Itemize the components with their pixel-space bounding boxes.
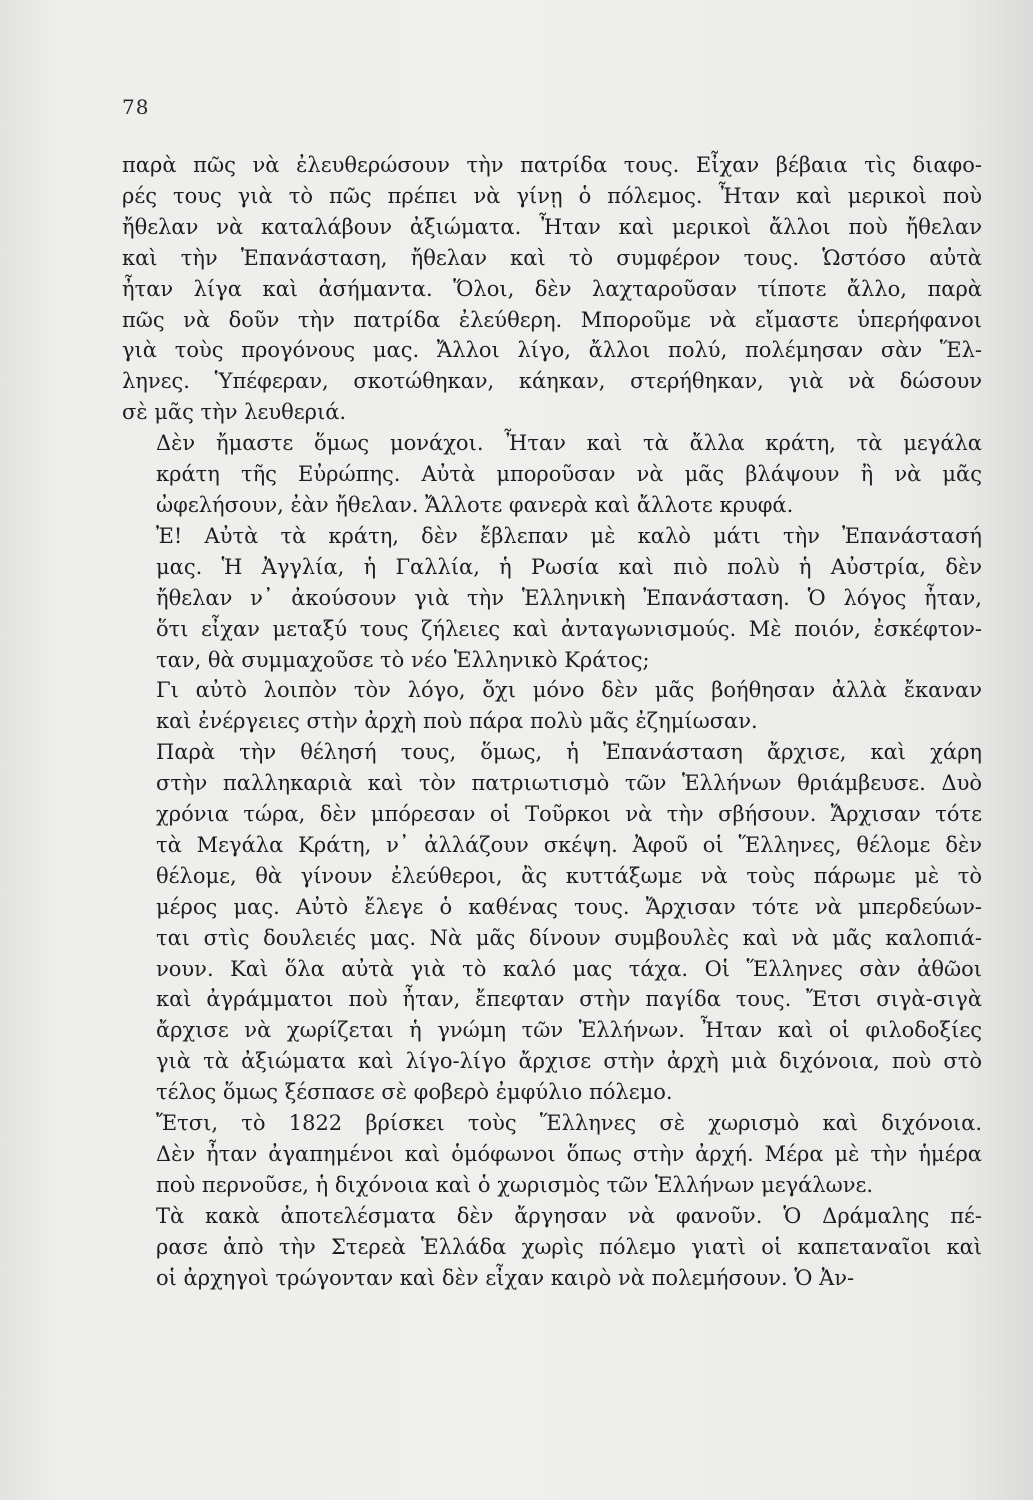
paragraph	[122, 737, 982, 1108]
text-line: πῶς νὰ δοῦν τὴν πατρίδα ἐλεύθερη. Μποροῦμε νὰ εἴμαστε ὑπερήφανοι	[122, 307, 982, 332]
text-line: χρόνια τώρα, δὲν μπόρεσαν οἱ Τοῦρκοι νὰ τὴν σβήσουν. Ἄρχισαν τότε	[156, 802, 982, 827]
text-line: σὲ μᾶς τὴν λευθεριά.	[122, 400, 347, 425]
text-line: ἄρχισε νὰ χωρίζεται ἡ γνώμη τῶν Ἑλλήνων. Ἦταν καὶ οἱ φιλοδοξίες	[156, 1018, 982, 1043]
text-line: καὶ ἀγράμματοι ποὺ ἦταν, ἔπεφταν στὴν παγίδα τους. Ἔτσι σιγὰ-σιγὰ	[156, 987, 982, 1012]
text-line: ποὺ περνοῦσε, ἡ διχόνοια καὶ ὁ χωρισμὸς τῶν Ἑλλήνων μεγάλωνε.	[156, 1172, 874, 1197]
text-line: ἦταν λίγα καὶ ἀσήμαντα. Ὅλοι, δὲν λαχταροῦσαν τίποτε ἄλλο, παρὰ	[122, 276, 982, 301]
paragraph	[122, 521, 982, 676]
text-line: ἤθελαν νὰ καταλάβουν ἀξιώματα. Ἦταν καὶ μερικοὶ ἄλλοι ποὺ ἤθελαν	[122, 214, 982, 239]
text-line: τὰ Μεγάλα Κράτη, ν᾽ ἀλλάζουν σκέψη. Ἀφοῦ οἱ Ἕλληνες, θέλομε δὲν	[156, 832, 982, 857]
text-line: στὴν παλληκαριὰ καὶ τὸν πατριωτισμὸ τῶν Ἑλλήνων θριάμβευσε. Δυὸ	[156, 771, 982, 796]
text-line: Δὲν ἦταν ἀγαπημένοι καὶ ὁμόφωνοι ὅπως στὴν ἀρχή. Μέρα μὲ τὴν ἡμέρα	[156, 1142, 982, 1166]
text-line: ὅτι εἶχαν μεταξύ τους ζήλειες καὶ ἀνταγωνισμούς. Μὲ ποιόν, ἐσκέφτον-	[156, 616, 982, 641]
text-line: τέλος ὅμως ξέσπασε σὲ φοβερὸ ἐμφύλιο πόλεμο.	[156, 1080, 673, 1105]
paragraph	[122, 675, 982, 737]
text-line: Παρὰ τὴν θέλησή τους, ὅμως, ἡ Ἐπανάσταση ἄρχισε, καὶ χάρη	[156, 740, 982, 765]
text-line: Δὲν ἤμαστε ὅμως μονάχοι. Ἦταν καὶ τὰ ἄλλα κράτη, τὰ μεγάλα	[156, 431, 982, 456]
text-line: Τὰ κακὰ ἀποτελέσματα δὲν ἄργησαν νὰ φανοῦν. Ὁ Δράμαλης πέ-	[156, 1203, 982, 1228]
paragraph	[122, 150, 982, 428]
text-line: μας. Ἡ Ἀγγλία, ἡ Γαλλία, ἡ Ρωσία καὶ πιὸ πολὺ ἡ Αὐστρία, δὲν	[156, 554, 982, 579]
paragraph	[122, 1201, 982, 1294]
text-line: ληνες. Ὑπέφεραν, σκοτώθηκαν, κάηκαν, στερήθηκαν, γιὰ νὰ δώσουν	[122, 369, 982, 394]
text-line: παρὰ πῶς νὰ ἐλευθερώσουν τὴν πατρίδα τους. Εἶχαν βέβαια τὶς διαφο-	[122, 153, 982, 177]
body-text	[122, 150, 982, 1294]
text-line: Ἐ! Αὐτὰ τὰ κράτη, δὲν ἔβλεπαν μὲ καλὸ μάτι τὴν Ἐπανάστασή	[156, 523, 982, 548]
paragraph	[122, 428, 982, 521]
text-line: Γι αὐτὸ λοιπὸν τὸν λόγο, ὄχι μόνο δὲν μᾶς βοήθησαν ἀλλὰ ἔκαναν	[156, 678, 982, 703]
text-line: μέρος μας. Αὐτὸ ἔλεγε ὁ καθένας τους. Ἄρχισαν τότε νὰ μπερδεύων-	[156, 894, 982, 919]
text-line: γιὰ τοὺς προγόνους μας. Ἄλλοι λίγο, ἄλλοι πολύ, πολέμησαν σὰν Ἕλ-	[122, 338, 982, 363]
page-number: 78	[122, 95, 150, 119]
text-line: ταν, θὰ συμμαχοῦσε τὸ νέο Ἑλληνικὸ Κράτος;	[156, 647, 650, 672]
text-line: ρασε ἀπὸ τὴν Στερεὰ Ἑλλάδα χωρὶς πόλεμο γιατὶ οἱ καπεταναῖοι καὶ	[156, 1234, 982, 1259]
text-line: ται στὶς δουλειές μας. Νὰ μᾶς δίνουν συμβουλὲς καὶ νὰ μᾶς καλοπιά-	[156, 925, 982, 950]
text-line: κράτη τῆς Εὐρώπης. Αὐτὰ μποροῦσαν νὰ μᾶς βλάψουν ἢ νὰ μᾶς	[156, 462, 982, 487]
text-line: θέλομε, θὰ γίνουν ἐλεύθεροι, ἂς κυττάξωμε νὰ τοὺς πάρωμε μὲ τὸ	[156, 863, 982, 888]
text-line: οἱ ἀρχηγοὶ τρώγονταν καὶ δὲν εἶχαν καιρὸ νὰ πολεμήσουν. Ὁ Ἀν-	[156, 1265, 855, 1290]
text-line: ὠφελήσουν, ἐὰν ἤθελαν. Ἄλλοτε φανερὰ καὶ ἄλλοτε κρυφά.	[156, 492, 794, 517]
text-line: ἤθελαν ν᾽ ἀκούσουν γιὰ τὴν Ἑλληνικὴ Ἐπανάσταση. Ὁ λόγος ἦταν,	[156, 585, 982, 610]
text-line: γιὰ τὰ ἀξιώματα καὶ λίγο-λίγο ἄρχισε στὴν ἀρχὴ μιὰ διχόνοια, ποὺ στὸ	[156, 1049, 982, 1074]
paragraph	[122, 1108, 982, 1201]
text-line: Ἔτσι, τὸ 1822 βρίσκει τοὺς Ἕλληνες σὲ χωρισμὸ καὶ διχόνοια.	[156, 1111, 982, 1136]
text-line: καὶ τὴν Ἐπανάσταση, ἤθελαν καὶ τὸ συμφέρον τους. Ὡστόσο αὐτὰ	[122, 245, 982, 270]
text-line: νουν. Καὶ ὅλα αὐτὰ γιὰ τὸ καλό μας τάχα. Οἱ Ἕλληνες σὰν ἀθῶοι	[156, 956, 982, 981]
text-line: καὶ ἐνέργειες στὴν ἀρχὴ ποὺ πάρα πολὺ μᾶς ἐζημίωσαν.	[156, 709, 758, 734]
text-line: ρές τους γιὰ τὸ πῶς πρέπει νὰ γίνῃ ὁ πόλεμος. Ἦταν καὶ μερικοὶ ποὺ	[122, 183, 982, 208]
